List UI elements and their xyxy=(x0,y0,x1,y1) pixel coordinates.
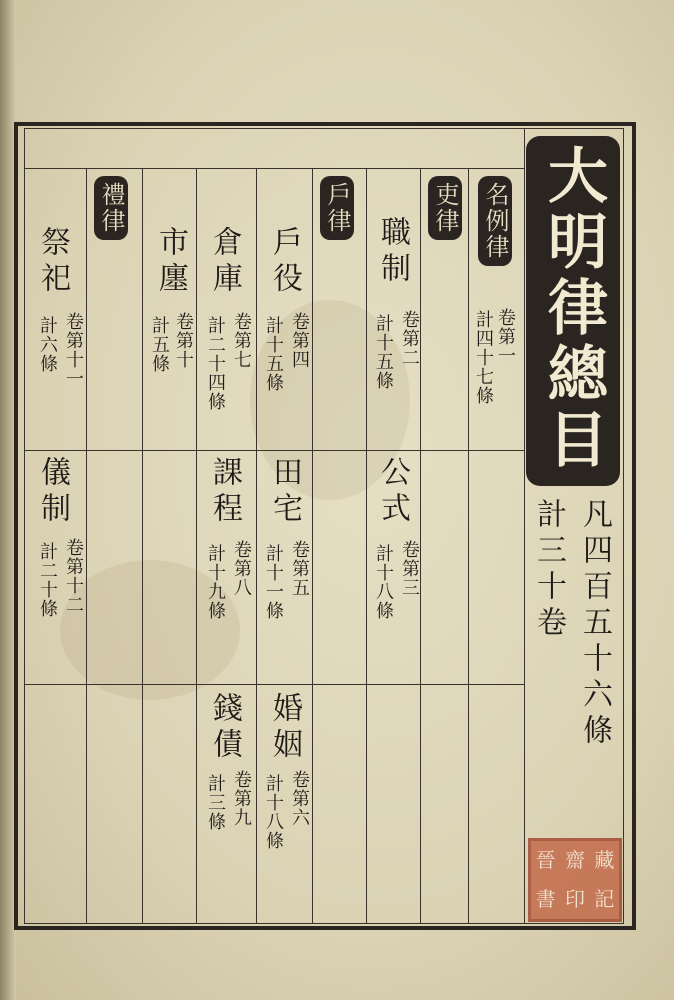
seal-char: 藏 xyxy=(594,848,615,872)
column-rule xyxy=(366,168,367,924)
section-name: 倉庫 xyxy=(207,226,242,298)
section-name: 公式 xyxy=(375,456,410,528)
page-title: 大明律總目 xyxy=(538,144,608,474)
volume-label: 卷第八 xyxy=(231,540,252,597)
row-rule xyxy=(24,684,524,685)
category-tag-mingli: 名例律 xyxy=(478,176,512,266)
article-count: 計二十四條 xyxy=(205,316,226,411)
article-count: 計十八條 xyxy=(373,544,394,620)
column-rule xyxy=(256,168,257,924)
category-tag-li: 吏律 xyxy=(428,176,462,240)
section-name: 婚姻 xyxy=(267,692,302,764)
article-count: 計五條 xyxy=(149,316,170,373)
section-name: 儀制 xyxy=(35,456,70,528)
section-name: 戶役 xyxy=(267,226,302,298)
volume-label: 卷第二 xyxy=(399,310,420,367)
column-rule xyxy=(420,168,421,924)
volume-label: 卷第一 xyxy=(495,308,516,365)
volume-label: 卷第五 xyxy=(289,540,310,597)
seal-char: 記 xyxy=(594,887,615,911)
volume-label: 卷第九 xyxy=(231,770,252,827)
category-tag-hu: 戶律 xyxy=(320,176,354,240)
volume-label: 卷第七 xyxy=(231,312,252,369)
section-name: 田宅 xyxy=(267,456,302,528)
volume-label: 卷第三 xyxy=(399,540,420,597)
article-count: 計六條 xyxy=(37,316,58,373)
column-rule xyxy=(196,168,197,924)
section-name: 祭祀 xyxy=(35,226,70,298)
seal-char: 書 xyxy=(535,887,556,911)
article-count: 計十八條 xyxy=(263,774,284,850)
section-name: 錢債 xyxy=(207,692,242,764)
article-count: 計十五條 xyxy=(373,314,394,390)
collector-seal xyxy=(528,838,622,922)
section-name: 職制 xyxy=(375,216,410,288)
volume-label: 卷第十 xyxy=(173,312,194,369)
section-name: 市廛 xyxy=(153,226,188,298)
volume-label: 卷第十二 xyxy=(63,538,84,614)
volume-label: 卷第四 xyxy=(289,312,310,369)
article-count: 計三條 xyxy=(205,774,226,831)
seal-char: 齋 xyxy=(564,848,585,872)
row-rule xyxy=(24,450,524,451)
column-rule xyxy=(524,128,525,924)
seal-char: 晉 xyxy=(535,848,556,872)
total-volumes: 計三十卷 xyxy=(531,498,566,642)
category-tag-li-rites: 禮律 xyxy=(94,176,128,240)
column-rule xyxy=(86,168,87,924)
article-count: 計二十條 xyxy=(37,542,58,618)
article-count: 計十五條 xyxy=(263,316,284,392)
article-count: 計十一條 xyxy=(263,544,284,620)
section-name: 課程 xyxy=(207,456,242,528)
article-count: 計四十七條 xyxy=(473,310,494,405)
volume-label: 卷第十一 xyxy=(63,312,84,388)
column-rule xyxy=(142,168,143,924)
total-articles: 凡四百五十六條 xyxy=(577,498,612,750)
column-rule xyxy=(312,168,313,924)
volume-label: 卷第六 xyxy=(289,770,310,827)
seal-char: 印 xyxy=(564,887,585,911)
column-rule xyxy=(468,168,469,924)
article-count: 計十九條 xyxy=(205,544,226,620)
header-rule xyxy=(24,168,524,169)
